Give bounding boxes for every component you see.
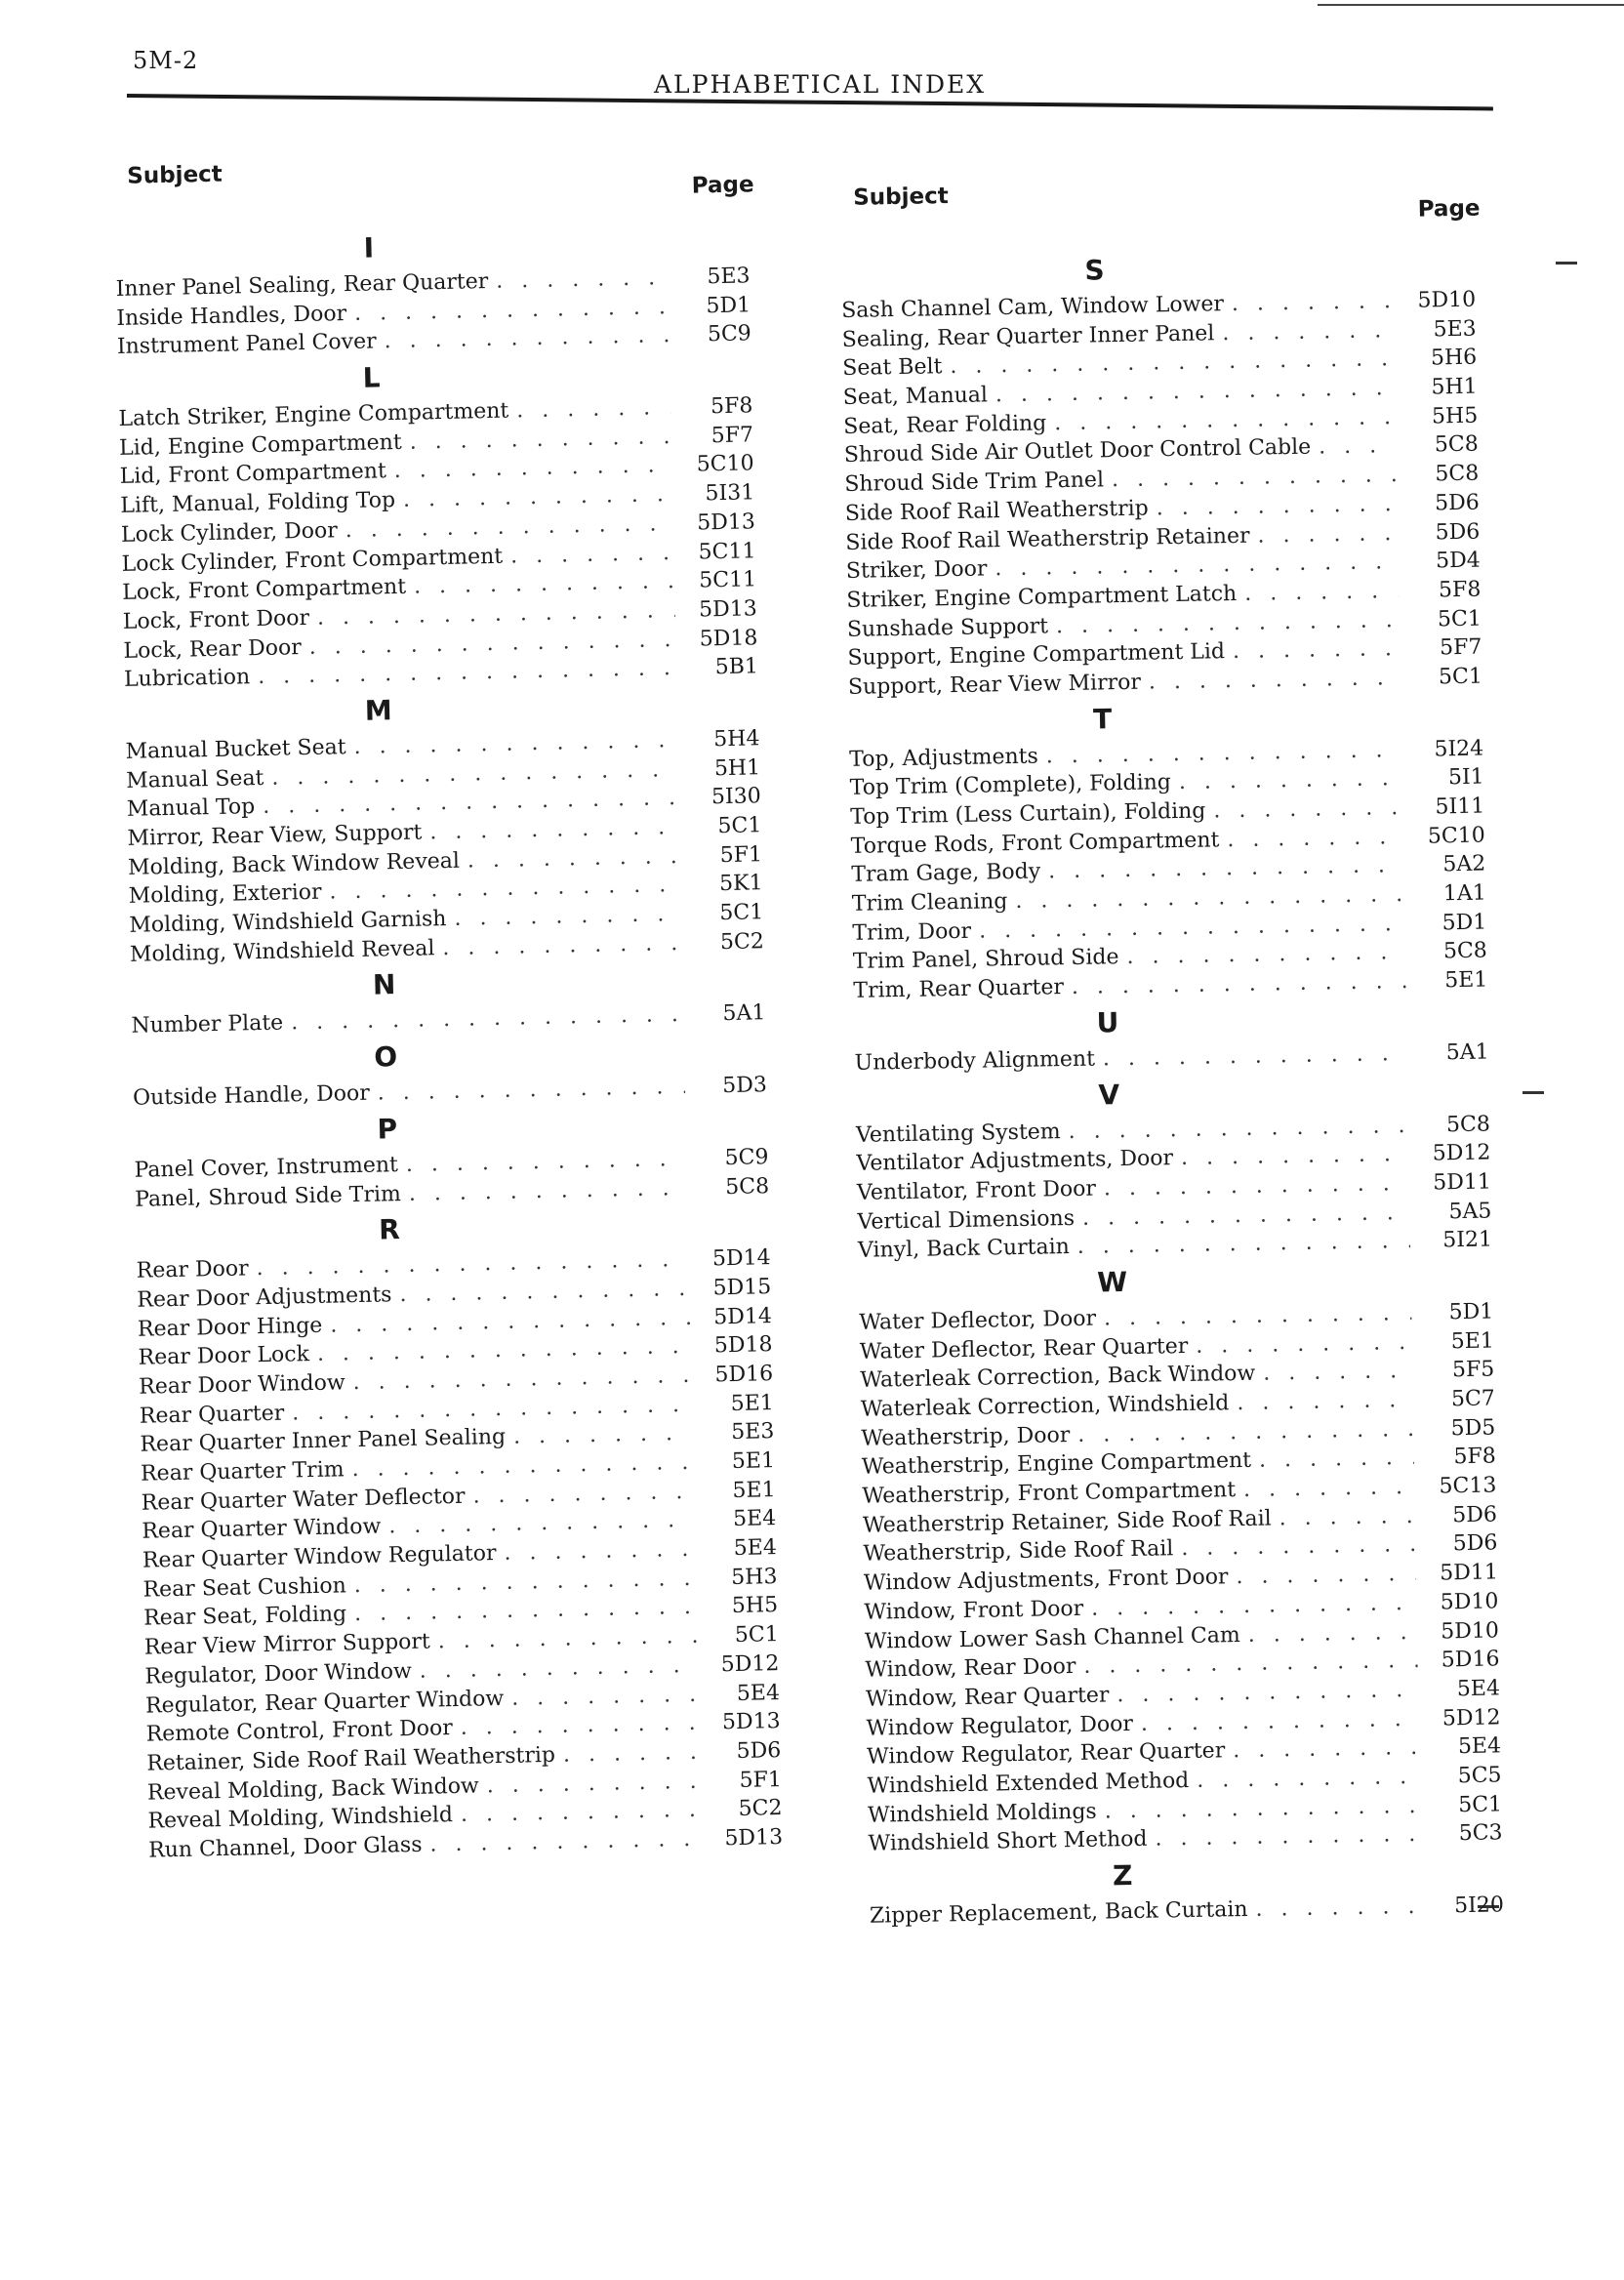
section-letter: P xyxy=(377,1112,398,1146)
entry-page: 5C8 xyxy=(724,1173,770,1200)
dot-leader xyxy=(1236,1560,1416,1592)
dot-leader xyxy=(1247,1617,1417,1649)
entry-page: 5D11 xyxy=(1433,1169,1492,1196)
dot-leader xyxy=(1181,1140,1409,1173)
entry-page: 5D6 xyxy=(1435,519,1481,545)
dot-leader xyxy=(1237,1386,1413,1418)
entry-subject: Molding, Exterior xyxy=(128,880,322,910)
page-title: ALPHABETICAL INDEX xyxy=(654,70,987,99)
entry-page: 5D12 xyxy=(720,1650,780,1678)
corner-rule xyxy=(1318,4,1624,6)
entry-page: 5E4 xyxy=(733,1535,778,1562)
entry-subject: Inside Handles, Door xyxy=(116,301,347,331)
entry-page: 5C1 xyxy=(1438,664,1483,690)
entry-subject: Molding, Back Window Reveal xyxy=(127,848,461,880)
entry-page: 5C13 xyxy=(1439,1473,1497,1499)
entry-subject: Weatherstrip, Side Roof Rail xyxy=(863,1536,1174,1568)
entry-page: 5A1 xyxy=(1445,1039,1489,1066)
entry-subject: Vinyl, Back Curtain xyxy=(857,1235,1071,1264)
entry-page: 5D5 xyxy=(1450,1415,1496,1441)
entry-subject: Window, Front Door xyxy=(864,1596,1084,1625)
entry-page: 5C11 xyxy=(698,567,757,593)
dot-leader xyxy=(1077,1227,1411,1262)
entry-page: 5D13 xyxy=(724,1824,784,1852)
column-header xyxy=(839,174,1484,254)
entry-subject: Ventilator Adjustments, Door xyxy=(856,1146,1174,1177)
entry-subject: Molding, Windshield Garnish xyxy=(129,907,447,938)
index-section xyxy=(869,1848,1514,1931)
dot-leader xyxy=(429,1825,701,1860)
entry-subject: Mirror, Rear View, Support xyxy=(127,820,423,851)
entry-page: 5C8 xyxy=(1434,432,1479,458)
entry-subject: Water Deflector, Door xyxy=(859,1306,1097,1335)
entry-page: 5C8 xyxy=(1442,938,1488,964)
entry-subject: Lock, Front Compartment xyxy=(121,575,407,606)
page-number: 5M-2 xyxy=(133,47,199,74)
section-letter: N xyxy=(372,968,396,1002)
entry-subject: Sealing, Rear Quarter Inner Panel xyxy=(841,321,1215,352)
entry-page: 5E1 xyxy=(732,1477,776,1503)
section-letter: S xyxy=(1084,254,1105,287)
entry-subject: Weatherstrip, Door xyxy=(861,1422,1071,1451)
index-section xyxy=(855,1067,1502,1266)
entry-subject: Regulator, Door Window xyxy=(144,1658,413,1690)
entry-subject: Outside Handle, Door xyxy=(132,1080,370,1111)
dot-leader xyxy=(1149,664,1401,697)
index-section xyxy=(133,1100,779,1214)
index-column-left xyxy=(113,150,792,1865)
section-letter: R xyxy=(378,1213,401,1246)
index-section xyxy=(117,348,768,695)
dot-leader xyxy=(467,842,681,875)
index-section xyxy=(848,691,1497,1006)
entry-subject: Latch Striker, Engine Compartment xyxy=(118,398,509,432)
entry-subject: Run Channel, Door Glass xyxy=(147,1832,423,1863)
dot-leader xyxy=(1263,1357,1413,1388)
entry-page: 5C1 xyxy=(717,813,762,839)
entry-page: 5D10 xyxy=(1417,287,1477,313)
entry-subject: Torque Rods, Front Compartment xyxy=(850,827,1220,859)
entry-page: 5D1 xyxy=(1441,910,1487,936)
entry-subject: Waterleak Correction, Windshield xyxy=(860,1391,1230,1422)
index-section xyxy=(858,1254,1513,1858)
entry-subject: Rear View Mirror Support xyxy=(143,1629,430,1660)
entry-page: 5D13 xyxy=(696,509,756,536)
entry-page: 5A5 xyxy=(1448,1199,1492,1224)
entry-subject: Waterleak Correction, Back Window xyxy=(860,1362,1256,1394)
entry-subject: Lubrication xyxy=(123,665,251,693)
dot-leader xyxy=(1103,1039,1407,1074)
entry-page: 5D4 xyxy=(1435,548,1482,574)
dot-leader xyxy=(496,264,669,296)
entry-page: 5D12 xyxy=(1432,1140,1491,1166)
dot-leader xyxy=(1257,519,1398,550)
entry-subject: Manual Bucket Seat xyxy=(125,735,346,764)
dot-leader xyxy=(511,1680,698,1713)
dot-leader xyxy=(1197,1763,1420,1796)
entry-subject: Water Deflector, Rear Quarter xyxy=(859,1333,1189,1364)
entry-page: 5C1 xyxy=(719,900,764,926)
entry-subject: Trim Cleaning xyxy=(851,889,1008,916)
entry-subject: Rear Door Hinge xyxy=(137,1313,323,1342)
entry-subject: Window Adjustments, Front Door xyxy=(863,1565,1229,1596)
entry-subject: Seat, Rear Folding xyxy=(843,411,1047,439)
entry-subject: Sunshade Support xyxy=(846,613,1049,642)
column-header xyxy=(113,150,758,232)
entry-page: 5C2 xyxy=(719,928,765,955)
entry-subject: Rear Door Adjustments xyxy=(137,1282,392,1313)
entry-page: 5A1 xyxy=(722,1000,766,1027)
index-section xyxy=(136,1201,793,1865)
entry-page: 5C9 xyxy=(724,1144,769,1170)
entry-page: 5F7 xyxy=(1439,634,1482,661)
entry-page: 5I21 xyxy=(1442,1227,1493,1253)
entry-page: 5D16 xyxy=(714,1362,774,1388)
entry-page: 5H4 xyxy=(713,726,760,753)
entry-subject: Side Roof Rail Weatherstrip xyxy=(844,496,1149,526)
dot-leader xyxy=(1179,764,1402,797)
section-letter: U xyxy=(1096,1005,1119,1039)
entry-subject: Rear Quarter Inner Panel Sealing xyxy=(140,1425,507,1458)
entry-page: 5E1 xyxy=(1450,1328,1494,1354)
entry-subject: Rear Quarter Window xyxy=(142,1514,382,1545)
entry-page: 5C8 xyxy=(1445,1112,1491,1137)
dot-leader xyxy=(384,321,670,356)
entry-page: 5D12 xyxy=(1441,1704,1501,1731)
dot-leader xyxy=(510,539,674,571)
entry-subject: Side Roof Rail Weatherstrip Retainer xyxy=(845,523,1250,555)
entry-page: 5F7 xyxy=(710,423,754,448)
entry-page: 5C5 xyxy=(1457,1763,1502,1789)
entry-subject: Weatherstrip, Front Compartment xyxy=(862,1478,1237,1509)
entry-subject: Windshield Short Method xyxy=(868,1827,1148,1857)
entry-subject: Top Trim (Complete), Folding xyxy=(849,770,1172,801)
dot-leader xyxy=(1156,490,1398,523)
entry-subject: Manual Top xyxy=(126,794,256,823)
section-letter: M xyxy=(364,694,393,727)
entry-page: 5D6 xyxy=(736,1737,782,1764)
section-letter: L xyxy=(362,361,381,394)
entry-subject: Shroud Side Trim Panel xyxy=(844,468,1105,498)
entry-subject: Rear Seat, Folding xyxy=(142,1602,347,1632)
entry-page: 5E3 xyxy=(731,1419,775,1445)
index-section xyxy=(840,242,1492,702)
entry-page: 5C8 xyxy=(1435,461,1480,487)
dot-leader xyxy=(504,1535,695,1568)
entry-page: 5D10 xyxy=(1441,1617,1500,1644)
entry-subject: Zipper Replacement, Back Curtain xyxy=(869,1896,1248,1929)
entry-page: 5E1 xyxy=(731,1448,776,1475)
subject-heading: Subject xyxy=(126,161,223,189)
entry-page: 5H1 xyxy=(713,754,761,781)
index-sections xyxy=(114,219,792,1865)
entry-subject: Support, Engine Compartment Lid xyxy=(847,639,1226,672)
entry-page: 5D15 xyxy=(712,1275,772,1301)
dot-leader xyxy=(1319,432,1397,463)
entry-page: 5H5 xyxy=(731,1593,779,1619)
entry-page: 5C1 xyxy=(1437,606,1482,631)
entry-subject: Ventilator, Front Door xyxy=(856,1176,1097,1205)
dot-leader xyxy=(1255,1893,1422,1925)
entry-page: 5I24 xyxy=(1434,736,1484,762)
entry-subject: Rear Door Window xyxy=(138,1370,345,1400)
entry-subject: Lid, Engine Compartment xyxy=(118,429,402,461)
dot-leader xyxy=(1196,1328,1412,1362)
entry-page: 5E3 xyxy=(1433,316,1477,343)
dot-leader xyxy=(1227,823,1403,855)
entry-page: 5F1 xyxy=(719,841,763,868)
entry-subject: Rear Seat Cushion xyxy=(142,1573,346,1603)
subject-heading: Subject xyxy=(852,183,949,211)
entry-page: 5A2 xyxy=(1442,851,1486,877)
entry-subject: Panel, Shroud Side Trim xyxy=(134,1181,402,1212)
entry-page: 5K1 xyxy=(718,871,763,897)
entry-subject: Remote Control, Front Door xyxy=(145,1716,453,1747)
entry-page: 5H6 xyxy=(1430,346,1478,371)
entry-subject: Panel Cover, Instrument xyxy=(134,1152,399,1183)
entry-page: 5D6 xyxy=(1452,1502,1498,1527)
entry-subject: Weatherstrip Retainer, Side Roof Rail xyxy=(862,1506,1272,1538)
dot-leader xyxy=(563,1738,700,1771)
entry-subject: Windshield Extended Method xyxy=(867,1768,1190,1799)
entry-subject: Window, Rear Door xyxy=(865,1654,1076,1683)
entry-page: 5D14 xyxy=(711,1245,771,1272)
entry-subject: Trim, Door xyxy=(852,918,972,946)
entry-subject: Top Trim (Less Curtain), Folding xyxy=(850,798,1206,830)
dot-leader xyxy=(1072,967,1406,1002)
dot-leader xyxy=(513,1419,693,1452)
dot-leader xyxy=(454,900,681,934)
entry-subject: Ventilating System xyxy=(855,1119,1061,1148)
dot-leader xyxy=(1213,794,1402,826)
entry-page: 5C1 xyxy=(1458,1792,1503,1817)
entry-subject: Support, Rear View Mirror xyxy=(847,670,1142,700)
margin-tick xyxy=(1522,1091,1544,1094)
dot-leader xyxy=(1233,634,1401,667)
entry-page: 5F8 xyxy=(1438,577,1482,603)
entry-subject: Trim Panel, Shroud Side xyxy=(852,945,1119,975)
entry-page: 5C3 xyxy=(1458,1820,1503,1847)
index-section xyxy=(132,1028,777,1113)
dot-leader xyxy=(1233,1733,1419,1766)
entry-subject: Shroud Side Air Outlet Door Control Cable xyxy=(843,435,1312,468)
entry-page: 5C9 xyxy=(707,321,752,347)
entry-subject: Reveal Molding, Back Window xyxy=(146,1773,480,1806)
dot-leader xyxy=(1222,316,1395,348)
entry-subject: Lock, Front Door xyxy=(122,605,310,634)
entry-subject: Lock Cylinder, Door xyxy=(120,518,339,548)
entry-subject: Instrument Panel Cover xyxy=(116,329,377,360)
entry-subject: Weatherstrip, Engine Compartment xyxy=(861,1448,1252,1481)
entry-subject: Rear Quarter xyxy=(139,1401,285,1429)
dot-leader xyxy=(1243,1473,1415,1505)
entry-subject: Rear Quarter Window Regulator xyxy=(142,1541,497,1573)
entry-subject: Tram Gage, Body xyxy=(851,859,1041,888)
entry-subject: Vertical Dimensions xyxy=(857,1205,1076,1235)
entry-page: 5C7 xyxy=(1450,1386,1496,1412)
dot-leader xyxy=(442,929,682,963)
entry-subject: Windshield Moldings xyxy=(867,1799,1097,1828)
entry-page: 5D13 xyxy=(721,1709,781,1735)
section-letter: I xyxy=(363,231,375,265)
entry-page: 5H3 xyxy=(731,1564,778,1590)
entry-page: 5C1 xyxy=(734,1622,779,1649)
entry-page: 5F8 xyxy=(710,393,753,420)
index-sections xyxy=(840,242,1514,1931)
dot-leader xyxy=(486,1767,700,1800)
entry-page: 5H5 xyxy=(1431,403,1479,429)
page-heading: Page xyxy=(1417,195,1481,223)
entry-page: 5F5 xyxy=(1451,1357,1495,1383)
index-section xyxy=(114,219,761,362)
page-heading: Page xyxy=(691,172,754,199)
entry-subject: Retainer, Side Roof Rail Weatherstrip xyxy=(146,1742,556,1776)
entry-subject: Lid, Front Compartment xyxy=(119,459,387,490)
entry-page: 5D14 xyxy=(712,1303,773,1329)
entry-subject: Inner Panel Sealing, Rear Quarter xyxy=(115,268,489,302)
entry-page: 5C11 xyxy=(698,538,756,565)
section-letter: T xyxy=(1092,702,1113,736)
section-letter: O xyxy=(373,1040,398,1074)
entry-subject: Lock Cylinder, Front Compartment xyxy=(121,544,504,577)
entry-subject: Underbody Alignment xyxy=(854,1046,1096,1076)
dot-leader xyxy=(1259,1444,1414,1475)
dot-leader xyxy=(1279,1502,1415,1533)
entry-subject: Lift, Manual, Folding Top xyxy=(120,488,396,519)
index-column-right xyxy=(839,174,1514,1931)
entry-subject: Window Regulator, Rear Quarter xyxy=(866,1738,1226,1771)
entry-subject: Seat, Manual xyxy=(842,383,989,411)
entry-subject: Regulator, Rear Quarter Window xyxy=(144,1686,505,1719)
entry-subject: Striker, Door xyxy=(845,556,988,585)
entry-subject: Rear Door Lock xyxy=(138,1342,310,1370)
entry-subject: Sash Channel Cam, Window Lower xyxy=(841,292,1225,323)
dot-leader xyxy=(409,1173,688,1208)
dot-leader xyxy=(1232,287,1395,319)
entry-subject: Rear Quarter Water Deflector xyxy=(141,1484,466,1516)
dot-leader xyxy=(516,393,671,426)
entry-subject: Manual Seat xyxy=(125,765,264,794)
entry-page: 5C2 xyxy=(738,1796,783,1822)
entry-page: 5F1 xyxy=(739,1767,783,1793)
entry-page: 5D3 xyxy=(722,1073,768,1099)
entry-page: 5D16 xyxy=(1441,1647,1500,1673)
entry-page: 5D18 xyxy=(713,1332,773,1359)
index-section xyxy=(854,995,1499,1078)
entry-page: 5D18 xyxy=(699,625,758,652)
entry-page: 5D1 xyxy=(1448,1299,1494,1325)
dot-leader xyxy=(1155,1820,1421,1853)
entry-subject: Molding, Windshield Reveal xyxy=(129,936,435,967)
entry-subject: Seat Belt xyxy=(842,354,943,382)
section-letter: Z xyxy=(1112,1859,1133,1893)
entry-subject: Reveal Molding, Windshield xyxy=(147,1803,454,1834)
margin-tick xyxy=(1556,262,1577,265)
entry-subject: Lock, Rear Door xyxy=(123,634,303,664)
entry-page: 5D13 xyxy=(698,596,757,623)
entry-subject: Window, Rear Quarter xyxy=(865,1683,1110,1712)
entry-page: 5D10 xyxy=(1440,1589,1499,1615)
entry-page: 5I31 xyxy=(705,480,755,507)
dot-leader xyxy=(1244,577,1400,608)
entry-page: 5E4 xyxy=(1457,1733,1502,1760)
entry-page: 5D6 xyxy=(1452,1530,1498,1557)
entry-page: 5I1 xyxy=(1447,764,1484,791)
entry-subject: Window Regulator, Door xyxy=(866,1711,1134,1741)
entry-page: 5E4 xyxy=(736,1680,781,1706)
entry-page: 5I11 xyxy=(1435,794,1485,820)
entry-page: 5I20 xyxy=(1453,1893,1505,1919)
dot-leader xyxy=(1181,1530,1416,1564)
entry-page: 5D11 xyxy=(1440,1560,1499,1586)
entry-page: 5E1 xyxy=(730,1390,774,1416)
entry-page: 5E3 xyxy=(707,264,751,290)
entry-subject: Window Lower Sash Channel Cam xyxy=(864,1622,1240,1654)
entry-subject: Rear Door xyxy=(136,1256,249,1283)
entry-subject: Number Plate xyxy=(131,1010,284,1039)
entry-page: 1A1 xyxy=(1442,880,1486,907)
entry-page: 5I30 xyxy=(710,784,761,810)
entry-page: 5E1 xyxy=(1444,967,1488,994)
entry-page: 5C10 xyxy=(696,451,754,477)
entry-subject: Trim, Rear Quarter xyxy=(853,975,1065,1003)
section-letter: V xyxy=(1098,1078,1120,1112)
entry-subject: Striker, Engine Compartment Latch xyxy=(846,581,1238,613)
entry-page: 5H1 xyxy=(1431,374,1478,400)
entry-page: 5D1 xyxy=(706,293,751,318)
entry-page: 5F8 xyxy=(1453,1444,1497,1470)
entry-page: 5E4 xyxy=(1456,1676,1501,1702)
entry-subject: Rear Quarter Trim xyxy=(140,1457,345,1486)
index-section xyxy=(124,681,774,969)
entry-page: 5C10 xyxy=(1427,823,1485,849)
entry-page: 5B1 xyxy=(714,654,759,680)
index-section xyxy=(130,956,775,1040)
entry-page: 5D6 xyxy=(1434,490,1480,516)
dot-leader xyxy=(472,1478,694,1511)
entry-page: 5E4 xyxy=(732,1506,777,1532)
entry-subject: Top, Adjustments xyxy=(849,744,1039,772)
section-letter: W xyxy=(1096,1265,1128,1299)
